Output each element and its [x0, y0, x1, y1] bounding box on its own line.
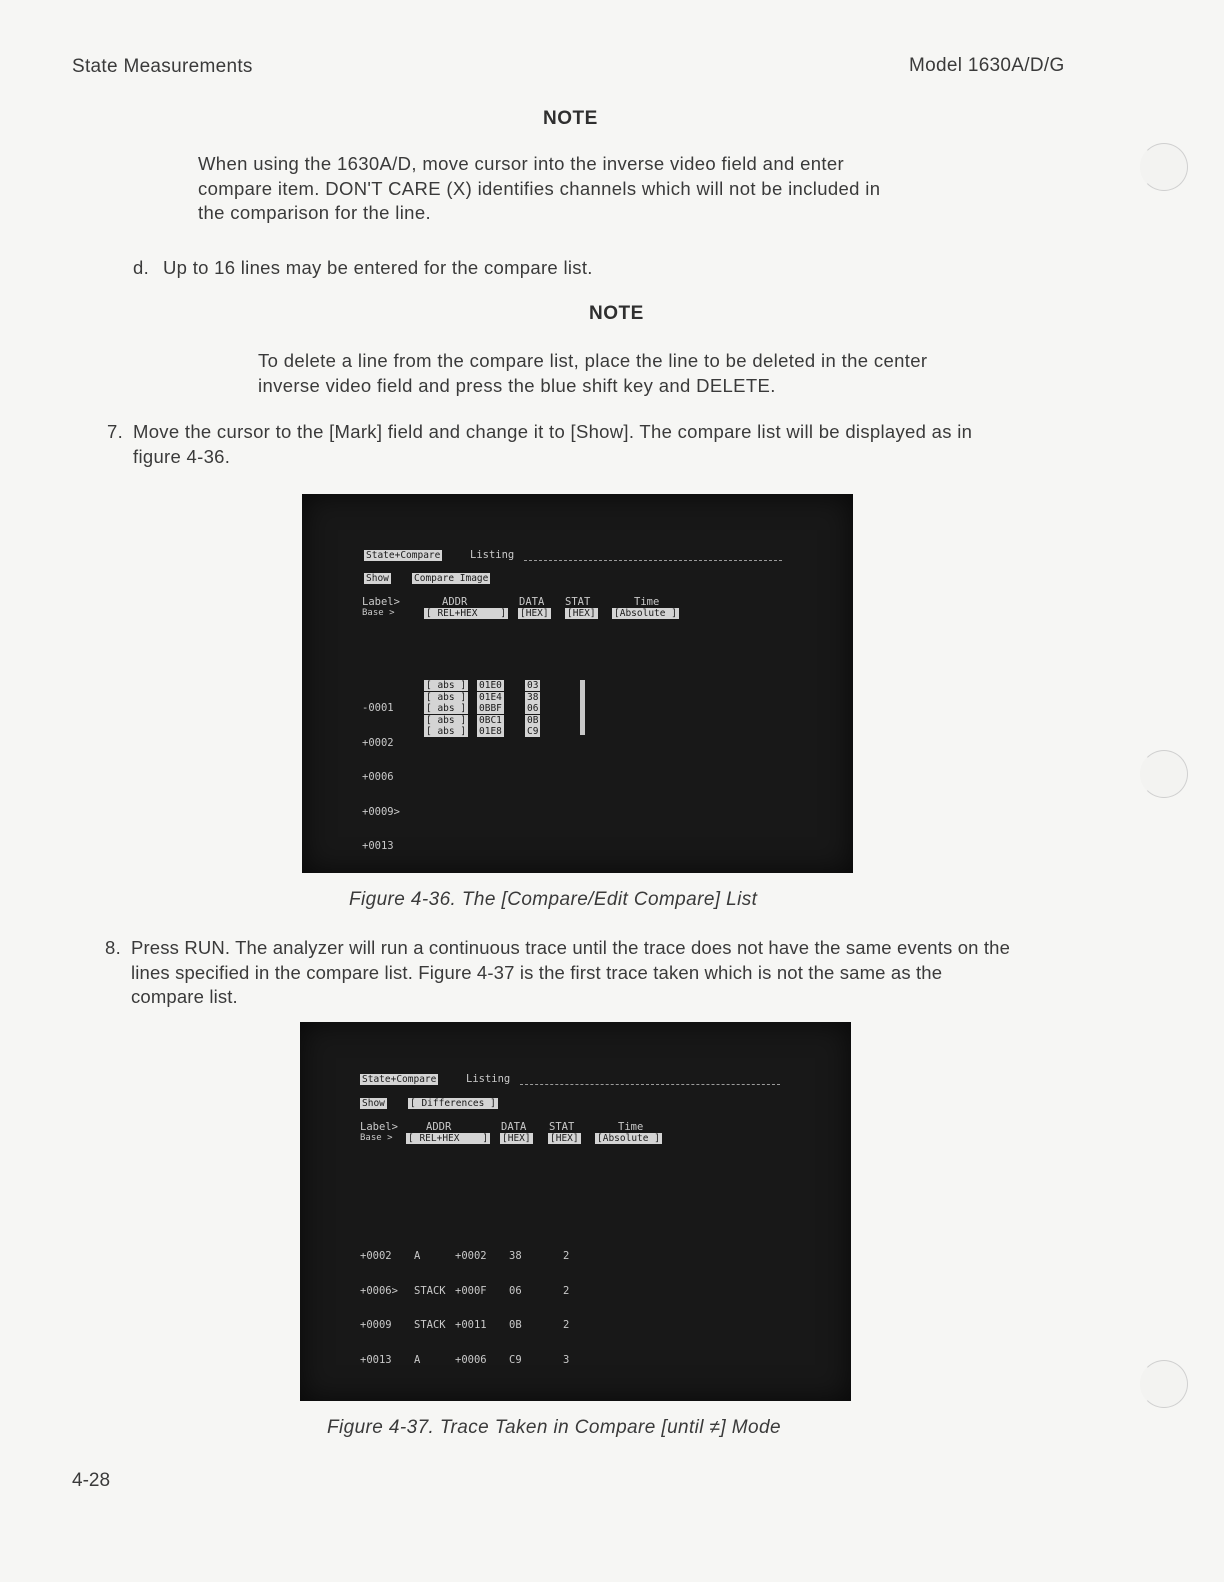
note-line: compare item. DON'T CARE (X) identifies channels which will not be included in [198, 177, 881, 199]
note-title: NOTE [589, 303, 644, 324]
step-line: lines specified in the compare list. Figure 4-37 is the first trace taken which is not the same as the [131, 961, 943, 983]
binder-hole-icon [1140, 1360, 1188, 1408]
line-number: +0013 [362, 840, 394, 852]
note-line: When using the 1630A/D, move cursor into the inverse video field and enter [198, 153, 845, 174]
line-number: -0001 [362, 702, 394, 714]
label-row-label: Label> [362, 596, 400, 608]
step-line: Move the cursor to the [Mark] field and change it to [Show]. The compare list will be displayed as in [133, 421, 973, 442]
mode-cell: [ abs ] [426, 703, 467, 714]
base-addr-field: [ REL+HEX ] [408, 1133, 489, 1144]
title-rule [520, 1084, 780, 1085]
data-cell: 06 [527, 703, 539, 714]
data-cell: C9 [527, 726, 539, 737]
view-field: [ Differences ] [410, 1098, 496, 1109]
base-data-field: [HEX] [520, 608, 549, 619]
mode-field: State+Compare [362, 1074, 437, 1085]
label-addr: ADDR [426, 1121, 452, 1133]
compare-data-column [525, 680, 540, 737]
view-field: Compare Image [414, 573, 489, 584]
figure-caption: Figure 4-36. The [Compare/Edit Compare] List [349, 889, 758, 910]
addr-cell: +000F [455, 1284, 487, 1297]
stat-cell: 2 [563, 1284, 570, 1297]
note-body [258, 349, 1018, 398]
binder-hole-icon [1140, 750, 1188, 798]
step-7 [107, 420, 1107, 472]
addr-cell: 01E8 [479, 726, 502, 737]
base-time-field: [Absolute ] [597, 1133, 660, 1144]
note-body [198, 152, 968, 226]
label-time: Time [634, 596, 660, 608]
line-number: +0002 [362, 736, 394, 749]
list-item-marker: d. [133, 257, 150, 278]
note-line: inverse video field and press the blue shift key and DELETE. [258, 374, 776, 396]
mode-field: State+Compare [366, 550, 441, 561]
compare-line-numbers [362, 680, 400, 876]
trace-addr-column [455, 1228, 487, 1389]
step-line: Press RUN. The analyzer will run a continuous trace until the trace does not have the same events on the [131, 937, 1011, 958]
data-cell: 06 [509, 1284, 522, 1297]
mode-cell: [ abs ] [426, 691, 467, 703]
compare-addr-column [477, 680, 504, 737]
line-number: +0013 [360, 1353, 392, 1366]
mode-title: Listing [470, 549, 515, 561]
list-item-text: Up to 16 lines may be entered for the compare list. [163, 257, 593, 278]
label-data: DATA [519, 596, 545, 608]
data-cell: 0B [527, 714, 539, 726]
addr-cell: +0002 [455, 1250, 487, 1262]
running-header-right: Model 1630A/D/G [909, 55, 1065, 76]
addr-cell: +0011 [455, 1319, 487, 1331]
line-number: +0006 [362, 771, 394, 783]
data-cell: 03 [527, 680, 539, 691]
page-number: 4-28 [72, 1470, 111, 1491]
figure-4-36-screenshot [302, 494, 853, 873]
label-stat: STAT [565, 596, 591, 608]
stat-cell: 2 [563, 1250, 570, 1262]
stat-column-bar [580, 680, 585, 735]
list-item-d [133, 256, 933, 282]
data-cell: C9 [509, 1353, 522, 1366]
label-time: Time [618, 1121, 644, 1133]
title-rule [524, 560, 782, 561]
mode-cell: [ abs ] [426, 726, 467, 737]
show-field: Show [366, 573, 389, 584]
base-data-field: [HEX] [502, 1133, 531, 1144]
addr-cell: +0006 [455, 1353, 487, 1366]
line-number: +0006> [360, 1284, 398, 1297]
note-line: the comparison for the line. [198, 202, 431, 223]
addr-cell: 01E0 [479, 680, 502, 691]
addr-cell: 01E4 [479, 691, 502, 703]
compare-mode-column [424, 680, 468, 737]
running-header-left: State Measurements [72, 56, 253, 77]
mode-cell: [ abs ] [426, 680, 467, 691]
trace-line-numbers [360, 1228, 398, 1389]
step-line: compare list. [131, 986, 238, 1007]
figure-caption: Figure 4-37. Trace Taken in Compare [until ≠] Mode [327, 1417, 781, 1438]
symbol-cell: A [414, 1250, 421, 1262]
base-time-field: [Absolute ] [614, 608, 677, 619]
line-number: +0009 [360, 1319, 392, 1331]
step-text [131, 936, 1010, 1010]
data-cell: 38 [509, 1250, 522, 1262]
base-addr-field: [ REL+HEX ] [426, 608, 507, 619]
note-title: NOTE [543, 108, 598, 129]
stat-cell: 2 [563, 1319, 570, 1331]
data-cell: 38 [527, 691, 539, 703]
addr-cell: 0BC1 [479, 714, 502, 726]
base-row-label: Base > [362, 608, 395, 618]
binder-hole-icon [1140, 143, 1188, 191]
label-row-label: Label> [360, 1121, 398, 1133]
label-addr: ADDR [442, 596, 468, 608]
addr-cell: 0BBF [479, 703, 502, 714]
trace-data-column [509, 1228, 534, 1389]
base-stat-field: [HEX] [550, 1133, 579, 1144]
data-cell: 0B [509, 1319, 522, 1331]
label-data: DATA [501, 1121, 527, 1133]
step-line: figure 4-36. [133, 445, 231, 467]
step-8 [105, 936, 1105, 1014]
step-number: 8. [105, 937, 122, 958]
note-line: To delete a line from the compare list, place the line to be deleted in the center [258, 350, 928, 371]
line-number: +0002 [360, 1250, 392, 1262]
figure-4-37-screenshot [300, 1022, 851, 1401]
base-stat-field: [HEX] [567, 608, 596, 619]
show-field: Show [362, 1098, 385, 1109]
symbol-cell: STACK [414, 1284, 446, 1297]
symbol-cell: A [414, 1353, 421, 1366]
label-stat: STAT [549, 1121, 575, 1133]
stat-cell: 3 [563, 1353, 570, 1366]
trace-symbol-column [414, 1228, 446, 1389]
line-number: +0009> [362, 805, 400, 818]
symbol-cell: STACK [414, 1319, 446, 1331]
trace-stat-column [563, 1228, 588, 1389]
mode-title: Listing [466, 1073, 511, 1085]
mode-cell: [ abs ] [426, 714, 467, 726]
step-text [133, 420, 972, 469]
base-row-label: Base > [360, 1133, 393, 1143]
step-number: 7. [107, 421, 124, 442]
